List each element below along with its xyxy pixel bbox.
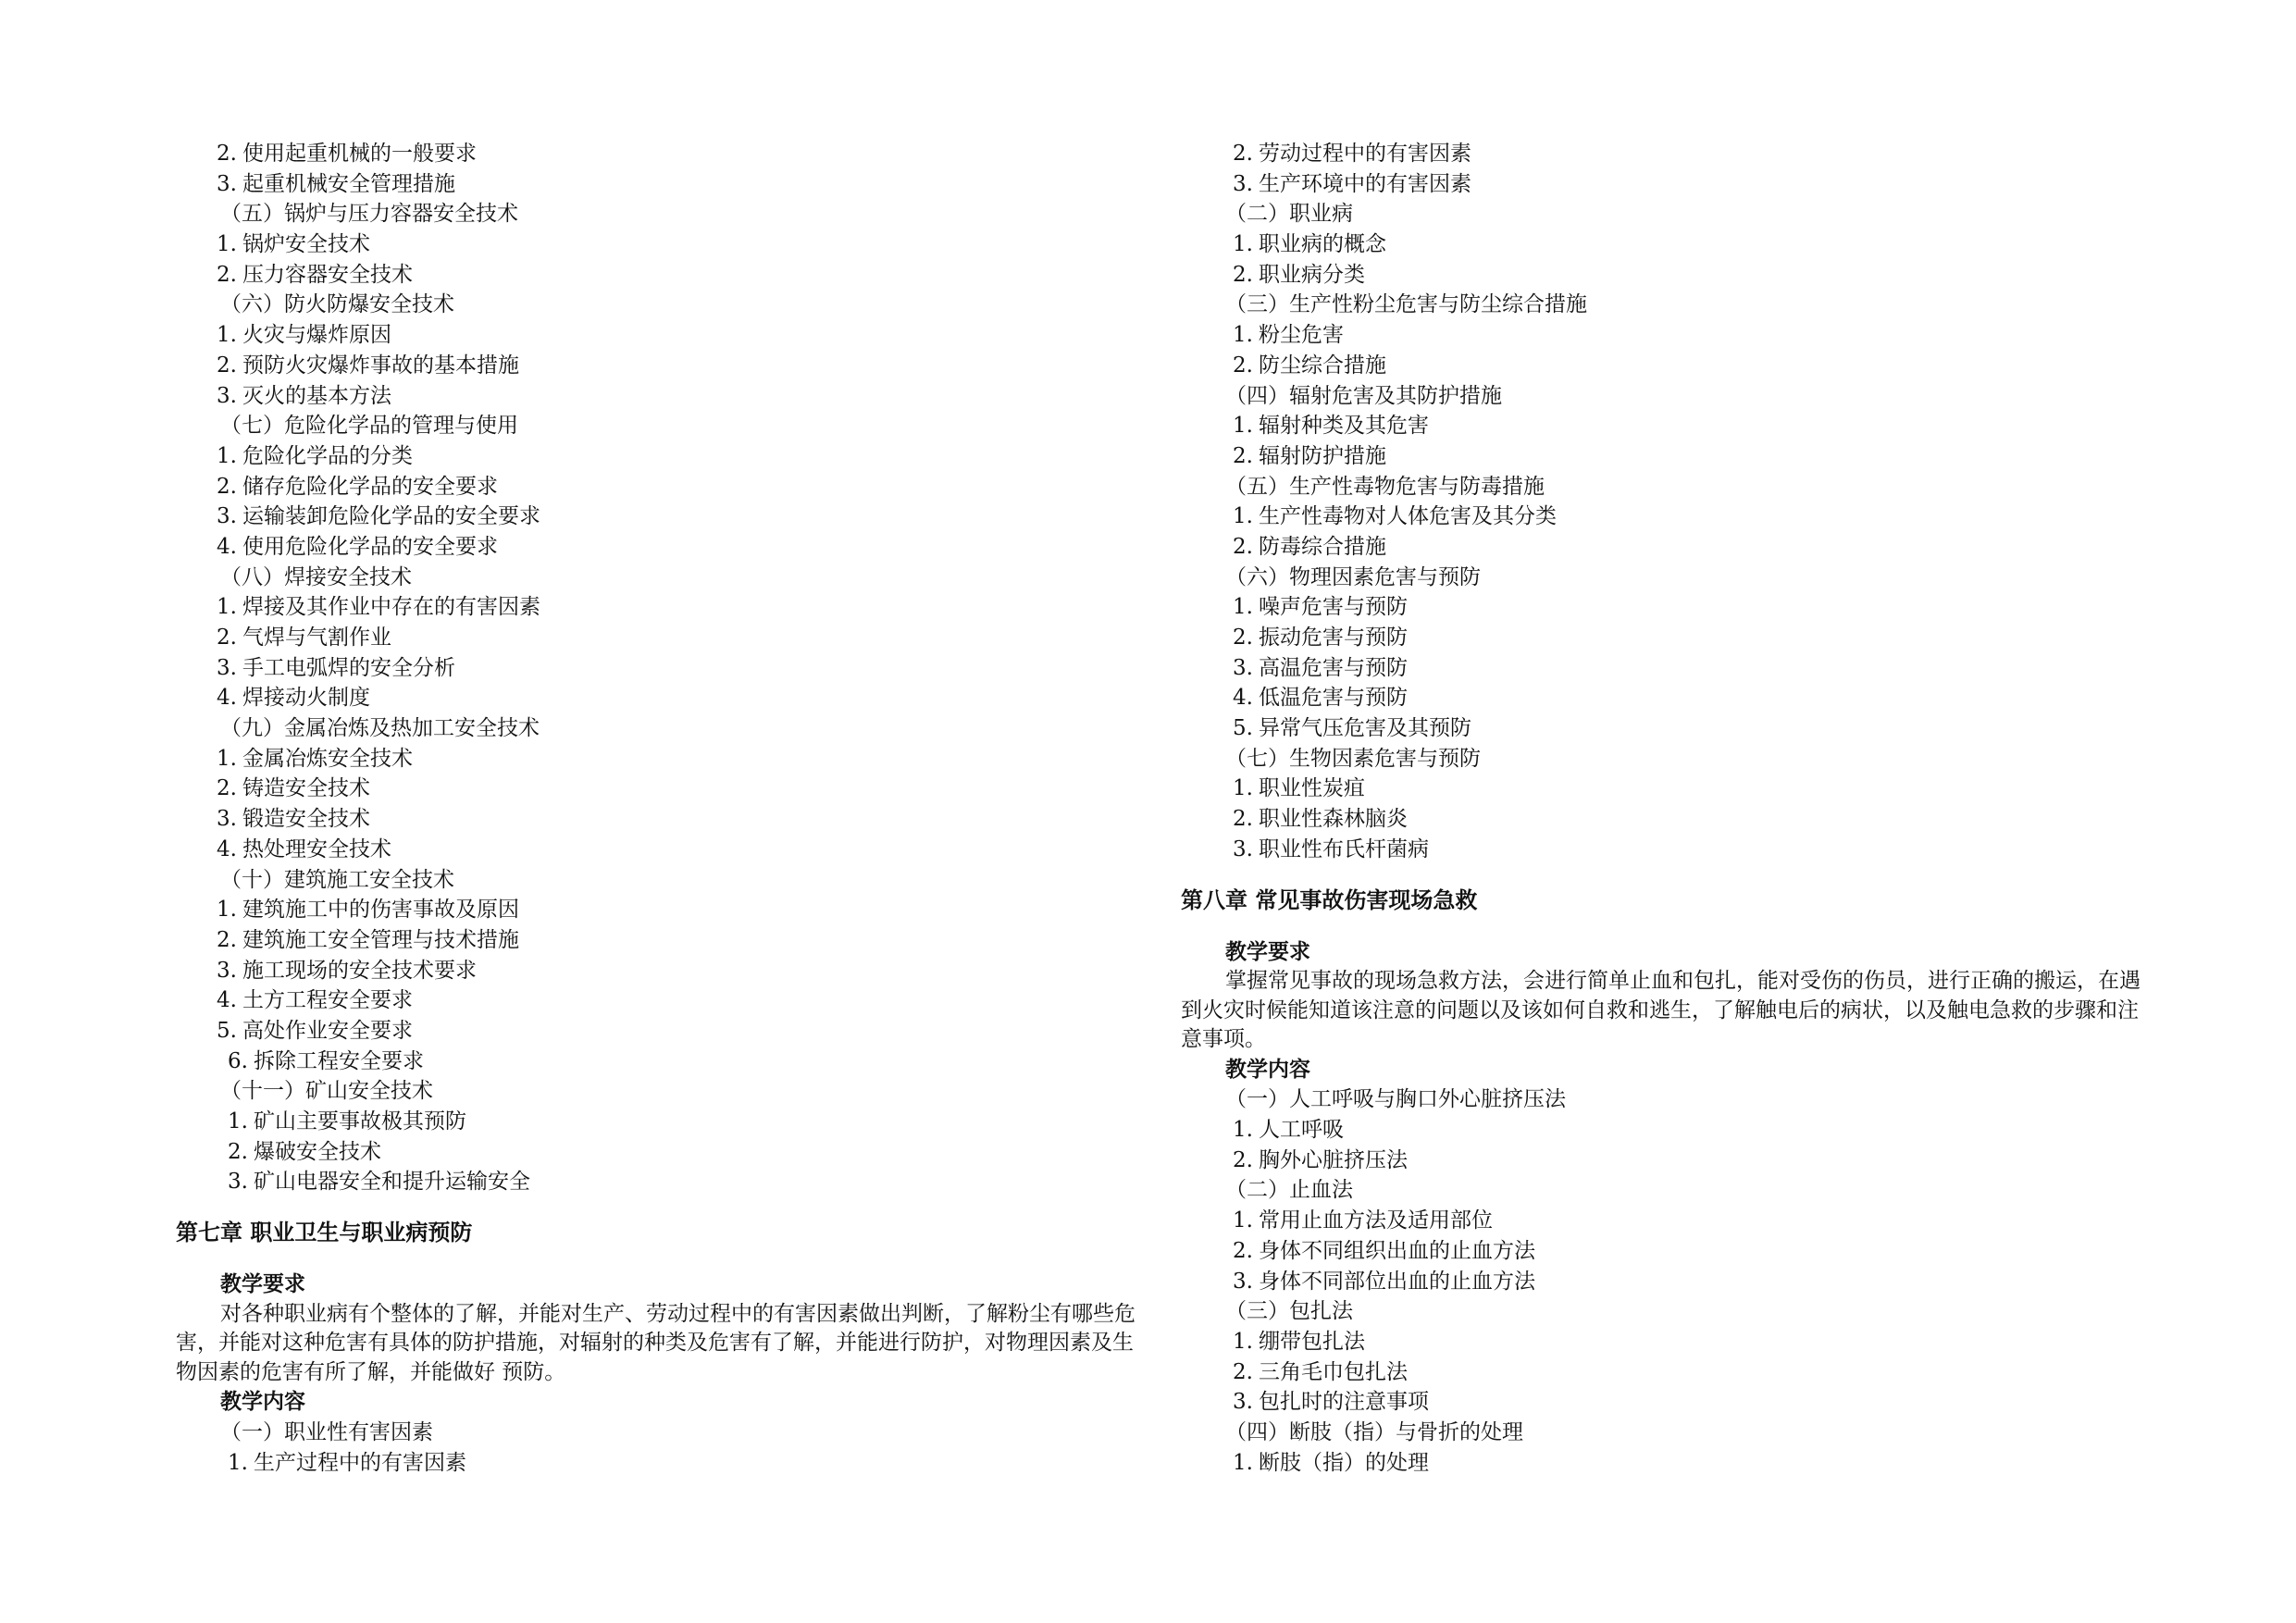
left-column [176,139,1148,1478]
item-number: 1. [217,746,237,771]
item-number: 2. [1233,1359,1253,1384]
item-number: 1. [1233,232,1253,257]
item-text: 绷带包扎法 [1259,1329,1365,1354]
item-number: 1. [1233,595,1253,620]
outline-line [1181,774,2153,804]
outline-line [176,865,1148,896]
item-number: 3. [217,504,237,529]
outline-line [1181,1267,2153,1297]
outline-line [176,804,1148,835]
item-text: 常用止血方法及适用部位 [1259,1208,1493,1233]
outline-line [1181,169,2153,200]
item-text: （五）锅炉与压力容器安全技术 [220,202,518,227]
item-text: 土方工程安全要求 [242,988,413,1013]
item-number: 2. [217,776,237,801]
item-text: 拆除工程安全要求 [254,1048,424,1073]
outline-line [176,563,1148,593]
item-text: 矿山主要事故极其预防 [254,1109,466,1134]
item-number: 1. [1233,776,1253,801]
item-number: 3. [1233,836,1253,861]
item-text: 防尘综合措施 [1259,353,1386,378]
item-text: 预防火灾爆炸事故的基本措施 [242,353,519,378]
item-number: 3. [217,383,237,408]
chapter-7-outline-list [176,1418,1148,1478]
outline-line [176,1448,1148,1479]
outline-line [176,169,1148,200]
outline-line [176,744,1148,774]
outline-line [1181,411,2153,441]
outline-line [176,290,1148,320]
outline-line [1181,683,2153,713]
item-text: 灭火的基本方法 [242,383,391,408]
outline-line [1181,1236,2153,1267]
item-text: （二）止血法 [1225,1178,1353,1203]
outline-line [176,381,1148,412]
outline-line [1181,1357,2153,1388]
item-number: 1. [1233,323,1253,348]
item-text: （九）金属冶炼及热加工安全技术 [220,716,540,741]
item-number: 2. [228,1139,248,1164]
outline-line [1181,592,2153,623]
item-text: 矿山电器安全和提升运输安全 [254,1170,530,1195]
outline-line [1181,1146,2153,1176]
outline-line [176,532,1148,563]
item-text: （十）建筑施工安全技术 [220,867,454,892]
item-text: （十一）矿山安全技术 [220,1079,433,1104]
item-number: 1. [1233,1118,1253,1143]
outline-line [1181,351,2153,381]
chapter-7-requirements-text: 对各种职业病有个整体的了解，并能对生产、劳动过程中的有害因素做出判断，了解粉尘有哪些危害，并能对这种危害有具体的防护措施，对辐射的种类及危害有了解，并能进行防护，对物理因素及生物因素的危害有所了解，并能做好 预防。 [176,1301,1136,1384]
outline-line [176,592,1148,623]
item-text: （八）焊接安全技术 [220,564,412,589]
item-text: 身体不同组织出血的止血方法 [1259,1238,1535,1263]
item-text: 生产环境中的有害因素 [1259,171,1471,196]
outline-line [1181,653,2153,684]
item-text: 压力容器安全技术 [242,262,413,287]
item-text: 使用起重机械的一般要求 [242,142,477,166]
item-text: 热处理安全技术 [242,836,391,861]
item-number: 2. [1233,1147,1253,1172]
item-text: 金属冶炼安全技术 [242,746,413,771]
item-text: 身体不同部位出血的止血方法 [1259,1269,1535,1294]
outline-line [176,623,1148,653]
outline-line [176,1137,1148,1168]
item-number: 1. [1233,1208,1253,1233]
item-number: 4. [217,686,237,711]
item-number: 2. [1233,142,1253,166]
item-text: （二）职业病 [1225,202,1353,227]
item-number: 1. [1233,1450,1253,1475]
outline-line [176,472,1148,502]
item-text: 施工现场的安全技术要求 [242,958,477,983]
outline-line [1181,1206,2153,1236]
item-number: 3. [217,655,237,680]
item-text: 粉尘危害 [1259,323,1344,348]
item-number: 3. [217,958,237,983]
item-text: 手工电弧焊的安全分析 [242,655,455,680]
outline-line [176,411,1148,441]
item-number: 2. [1233,353,1253,378]
outline-line [176,1076,1148,1107]
item-number: 1. [217,443,237,468]
outline-line [1181,1084,2153,1115]
item-number: 2. [217,927,237,952]
item-text: 使用危险化学品的安全要求 [242,534,498,559]
item-text: （一）职业性有害因素 [220,1419,433,1444]
item-number: 4. [217,836,237,861]
item-number: 3. [1233,171,1253,196]
item-number: 2. [217,353,237,378]
item-text: 辐射种类及其危害 [1259,414,1429,439]
item-text: （四）断肢（指）与骨折的处理 [1225,1419,1523,1444]
item-number: 1. [228,1450,248,1475]
outline-line [176,835,1148,865]
outline-line [1181,1296,2153,1327]
outline-line [1181,1418,2153,1448]
outline-line [1181,532,2153,563]
item-number: 6. [228,1048,248,1073]
outline-line [176,502,1148,532]
outline-line [1181,139,2153,169]
outline-line [1181,502,2153,532]
item-text: （一）人工呼吸与胸口外心脏挤压法 [1225,1087,1566,1112]
chapter-8-requirements-text: 掌握常见事故的现场急救方法，会进行简单止血和包扎，能对受伤的伤员，进行正确的搬运，在遇到火灾时候能知道该注意的问题以及该如何自救和逃生，了解触电后的病状，以及触电急救的步骤和注意事项。 [1181,969,2141,1052]
item-text: 人工呼吸 [1259,1118,1344,1143]
item-number: 1. [1233,1329,1253,1354]
item-text: 生产性毒物对人体危害及其分类 [1259,504,1557,529]
outline-line [176,1107,1148,1137]
outline-line [176,713,1148,744]
item-text: 焊接及其作业中存在的有害因素 [242,595,540,620]
item-text: 振动危害与预防 [1259,626,1408,650]
outline-line [1181,1327,2153,1357]
item-number: 2. [217,262,237,287]
outline-line [176,985,1148,1016]
item-text: 劳动过程中的有害因素 [1259,142,1471,166]
outline-line [176,441,1148,472]
item-text: 噪声危害与预防 [1259,595,1408,620]
item-number: 3. [217,171,237,196]
item-number: 1. [1233,504,1253,529]
item-text: 建筑施工中的伤害事故及原因 [242,898,519,923]
outline-line [1181,804,2153,835]
item-text: 高温危害与预防 [1259,655,1408,680]
item-text: 气焊与气割作业 [242,626,391,650]
item-number: 4. [217,534,237,559]
item-text: 职业性布氏杆菌病 [1259,836,1429,861]
item-text: （三）包扎法 [1225,1299,1353,1324]
outline-line [1181,623,2153,653]
item-number: 3. [1233,655,1253,680]
chapter-7-content-heading: 教学内容 [220,1390,305,1415]
item-number: 1. [217,323,237,348]
outline-line [176,1167,1148,1197]
item-text: 铸造安全技术 [242,776,370,801]
outline-line [176,653,1148,684]
outline-line [176,683,1148,713]
item-text: 建筑施工安全管理与技术措施 [242,927,519,952]
right-column [1181,139,2153,1478]
outline-line [176,956,1148,986]
outline-line [176,1016,1148,1047]
chapter-8-requirements-heading: 教学要求 [1225,939,1310,964]
outline-line [176,1418,1148,1448]
item-number: 2. [1233,262,1253,287]
item-text: 起重机械安全管理措施 [242,171,455,196]
outline-line [1181,441,2153,472]
outline-line [176,199,1148,229]
chapter-7-requirements-heading: 教学要求 [220,1272,305,1297]
item-text: 防毒综合措施 [1259,534,1386,559]
item-text: 低温危害与预防 [1259,686,1408,711]
item-text: （三）生产性粉尘危害与防尘综合措施 [1225,292,1587,317]
item-text: 职业性森林脑炎 [1259,807,1408,832]
item-number: 3. [228,1170,248,1195]
item-number: 1. [228,1109,248,1134]
outline-line [1181,290,2153,320]
item-number: 4. [1233,686,1253,711]
item-text: 断肢（指）的处理 [1259,1450,1429,1475]
item-number: 1. [1233,414,1253,439]
chapter-8-content-heading: 教学内容 [1225,1057,1310,1082]
chapter-7-title: 第七章 职业卫生与职业病预防 [176,1220,473,1246]
item-number: 1. [217,595,237,620]
item-text: （六）防火防爆安全技术 [220,292,454,317]
left-outline-list [176,139,1148,1197]
item-text: （五）生产性毒物危害与防毒措施 [1225,474,1545,499]
outline-line [176,260,1148,291]
item-number: 2. [217,474,237,499]
item-text: 生产过程中的有害因素 [254,1450,466,1475]
outline-line [1181,260,2153,291]
chapter-8-title: 第八章 常见事故伤害现场急救 [1181,886,1478,913]
right-outline-list [1181,139,2153,865]
item-text: 高处作业安全要求 [242,1018,413,1043]
outline-line [1181,229,2153,260]
item-text: 储存危险化学品的安全要求 [242,474,498,499]
item-text: 职业性炭疽 [1259,776,1365,801]
item-number: 2. [1233,1238,1253,1263]
outline-line [176,925,1148,956]
outline-line [1181,744,2153,774]
item-number: 1. [217,232,237,257]
item-text: （四）辐射危害及其防护措施 [1225,383,1502,408]
item-text: 异常气压危害及其预防 [1259,716,1471,741]
item-number: 2. [1233,443,1253,468]
item-number: 1. [217,898,237,923]
item-text: 胸外心脏挤压法 [1259,1147,1408,1172]
outline-line [1181,381,2153,412]
item-text: （六）物理因素危害与预防 [1225,564,1481,589]
item-number: 4. [217,988,237,1013]
outline-line [1181,1448,2153,1479]
item-text: （七）危险化学品的管理与使用 [220,414,518,439]
item-number: 2. [217,142,237,166]
item-number: 3. [1233,1269,1253,1294]
item-number: 5. [1233,716,1253,741]
outline-line [1181,199,2153,229]
chapter-8-outline-list [1181,1084,2153,1478]
outline-line [176,774,1148,804]
item-number: 2. [1233,807,1253,832]
outline-line [1181,713,2153,744]
item-text: 包扎时的注意事项 [1259,1390,1429,1415]
outline-line [176,229,1148,260]
item-text: 职业病的概念 [1259,232,1386,257]
item-text: 职业病分类 [1259,262,1365,287]
item-number: 2. [1233,534,1253,559]
item-text: 爆破安全技术 [254,1139,381,1164]
outline-line [1181,1387,2153,1418]
item-text: 危险化学品的分类 [242,443,413,468]
outline-line [176,351,1148,381]
outline-line [176,1047,1148,1077]
outline-line [1181,563,2153,593]
outline-line [1181,320,2153,351]
item-text: 锻造安全技术 [242,807,370,832]
outline-line [1181,1115,2153,1146]
item-text: 焊接动火制度 [242,686,370,711]
outline-line [176,139,1148,169]
item-number: 5. [217,1018,237,1043]
item-number: 3. [217,807,237,832]
item-text: 运输装卸危险化学品的安全要求 [242,504,540,529]
outline-line [1181,835,2153,865]
item-text: （七）生物因素危害与预防 [1225,746,1481,771]
item-number: 3. [1233,1390,1253,1415]
outline-line [176,895,1148,925]
item-number: 2. [1233,626,1253,650]
outline-line [1181,1175,2153,1206]
item-text: 辐射防护措施 [1259,443,1386,468]
item-number: 2. [217,626,237,650]
item-text: 火灾与爆炸原因 [242,323,391,348]
item-text: 锅炉安全技术 [242,232,370,257]
item-text: 三角毛巾包扎法 [1259,1359,1408,1384]
outline-line [1181,472,2153,502]
outline-line [176,320,1148,351]
